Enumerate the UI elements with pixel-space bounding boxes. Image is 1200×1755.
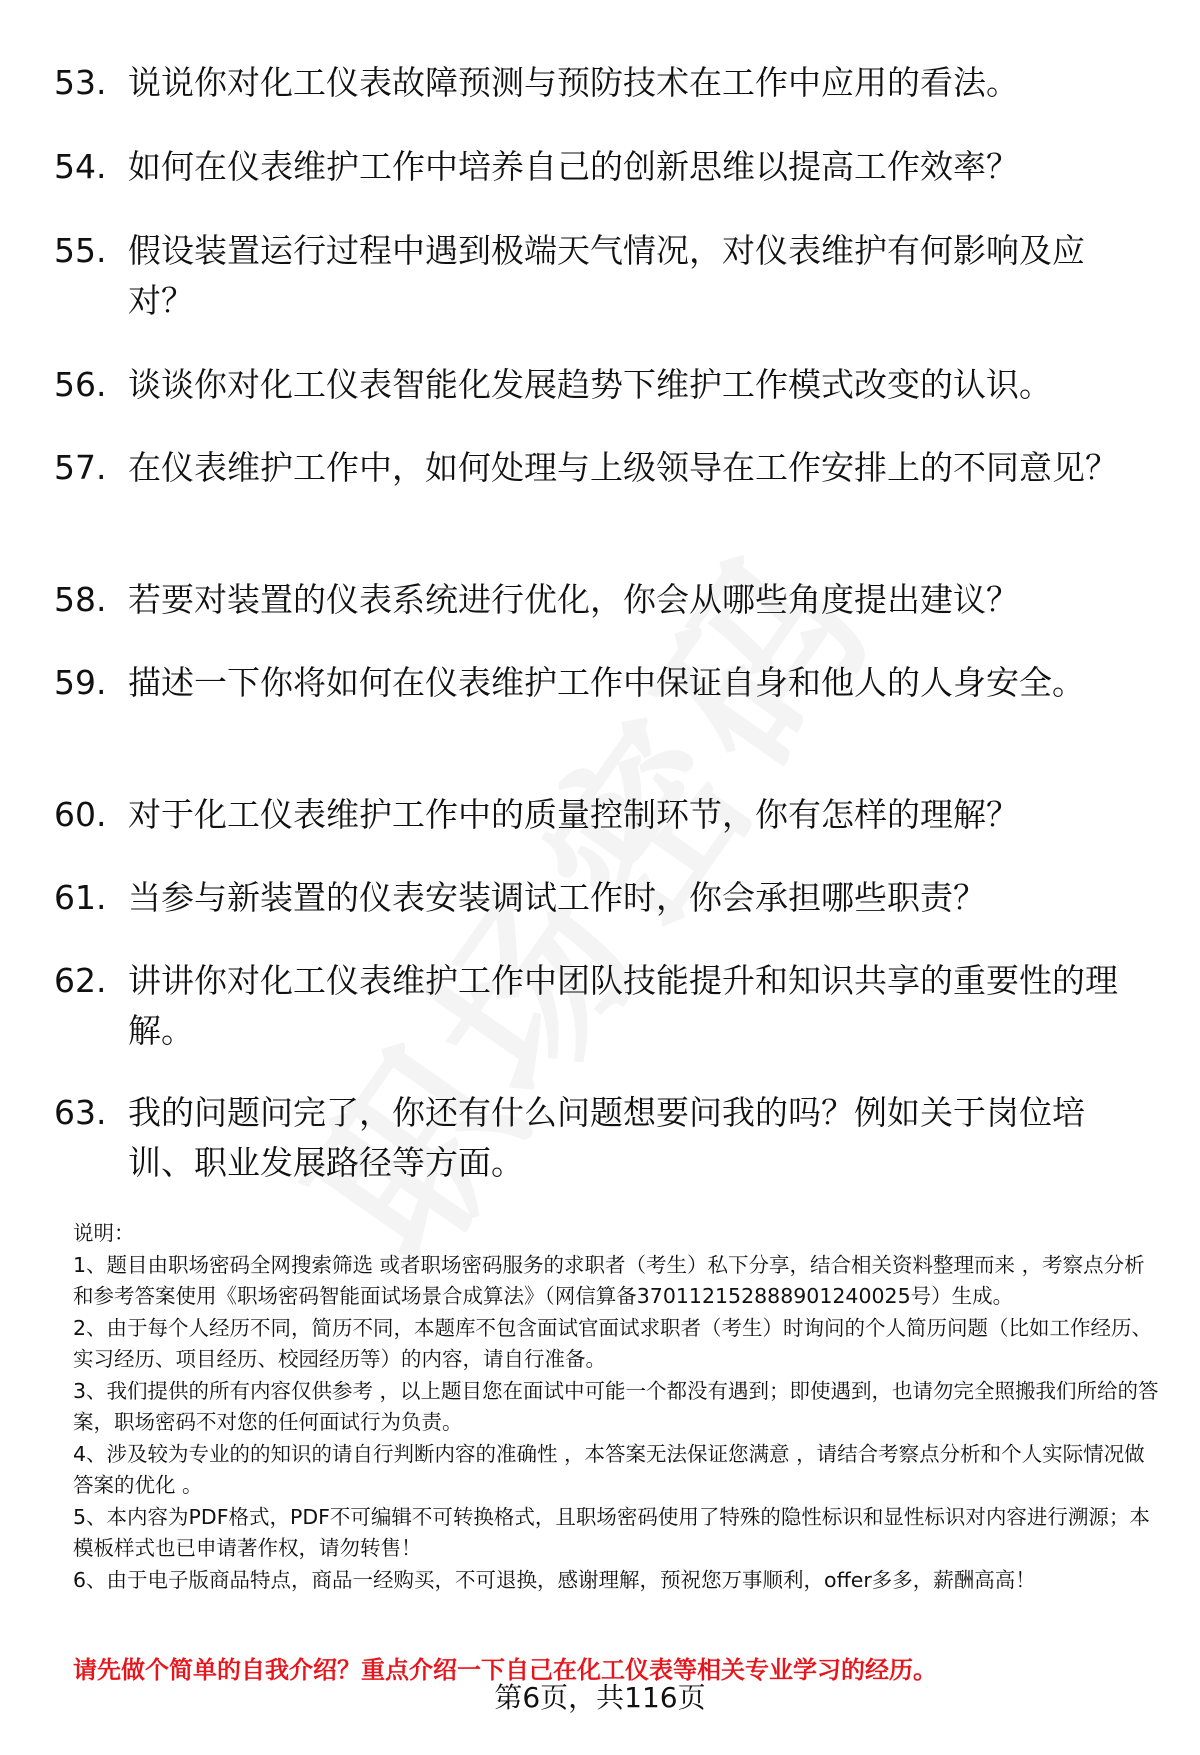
question-item	[54, 443, 1154, 493]
question-item	[54, 58, 1154, 108]
question-text: 对于化工仪表维护工作中的质量控制环节，你有怎样的理解？	[128, 795, 1019, 834]
question-number: 59.	[54, 663, 107, 702]
question-number: 61.	[54, 878, 107, 917]
note-item: 5、本内容为PDF格式，PDF不可编辑不可转换格式，且职场密码使用了特殊的隐性标识和显性标识对内容进行溯源；本模板样式也已申请著作权，请勿转售！	[73, 1504, 1150, 1560]
page-indicator: 第6页，共116页	[494, 1681, 706, 1714]
question-item	[54, 956, 1154, 1056]
question-number: 63.	[54, 1093, 107, 1132]
notes-section	[73, 1218, 1163, 1596]
question-number: 55.	[54, 231, 107, 270]
question-text: 讲讲你对化工仪表维护工作中团队技能提升和知识共享的重要性的理解。	[128, 961, 1118, 1050]
next-question-highlight: 请先做个简单的自我介绍？重点介绍一下自己在化工仪表等相关专业学习的经历。	[73, 1656, 937, 1684]
note-item: 6、由于电子版商品特点，商品一经购买，不可退换，感谢理解，预祝您万事顺利，offer多多，薪酬高高！	[73, 1567, 1036, 1592]
note-item: 3、我们提供的所有内容仅供参考 ，以上题目您在面试中可能一个都没有遇到；即使遇到，也请勿完全照搬我们所给的答案，职场密码不对您的任何面试行为负责。	[73, 1378, 1159, 1434]
question-text: 如何在仪表维护工作中培养自己的创新思维以提高工作效率？	[128, 147, 1019, 186]
question-item	[54, 226, 1154, 326]
question-item	[54, 790, 1154, 840]
question-number: 60.	[54, 795, 107, 834]
note-item: 1、题目由职场密码全网搜索筛选 或者职场密码服务的求职者（考生）私下分享，结合相关资料整理而来 ，考察点分析和参考答案使用《职场密码智能面试场景合成算法》（网信算备370112152888901240025号）生成。	[73, 1252, 1145, 1308]
question-text: 当参与新装置的仪表安装调试工作时，你会承担哪些职责？	[128, 878, 986, 917]
note-item: 4、涉及较为专业的的知识的请自行判断内容的准确性 ，本答案无法保证您满意 ，请结合考察点分析和个人实际情况做答案的优化 。	[73, 1441, 1145, 1497]
question-text: 若要对装置的仪表系统进行优化，你会从哪些角度提出建议？	[128, 580, 1019, 619]
question-item	[54, 873, 1154, 923]
question-number: 56.	[54, 365, 107, 404]
question-number: 57.	[54, 448, 107, 487]
question-text: 谈谈你对化工仪表智能化发展趋势下维护工作模式改变的认识。	[128, 365, 1052, 404]
question-item	[54, 575, 1154, 625]
question-text: 说说你对化工仪表故障预测与预防技术在工作中应用的看法。	[128, 63, 1019, 102]
question-number: 54.	[54, 147, 107, 186]
question-text: 假设装置运行过程中遇到极端天气情况，对仪表维护有何影响及应对？	[128, 231, 1085, 320]
question-item	[54, 1088, 1154, 1188]
question-number: 62.	[54, 961, 107, 1000]
question-text: 描述一下你将如何在仪表维护工作中保证自身和他人的人身安全。	[128, 663, 1085, 702]
question-item	[54, 658, 1154, 708]
question-text: 在仪表维护工作中，如何处理与上级领导在工作安排上的不同意见？	[128, 448, 1118, 487]
question-number: 58.	[54, 580, 107, 619]
question-number: 53.	[54, 63, 107, 102]
note-item: 2、由于每个人经历不同，简历不同，本题库不包含面试官面试求职者（考生）时询问的个人简历问题（比如工作经历、实习经历、项目经历、校园经历等）的内容，请自行准备。	[73, 1315, 1153, 1371]
question-text: 我的问题问完了，你还有什么问题想要问我的吗？例如关于岗位培训、职业发展路径等方面。	[128, 1093, 1085, 1182]
notes-title: 说明：	[73, 1221, 135, 1245]
question-item	[54, 360, 1154, 410]
question-item	[54, 142, 1154, 192]
